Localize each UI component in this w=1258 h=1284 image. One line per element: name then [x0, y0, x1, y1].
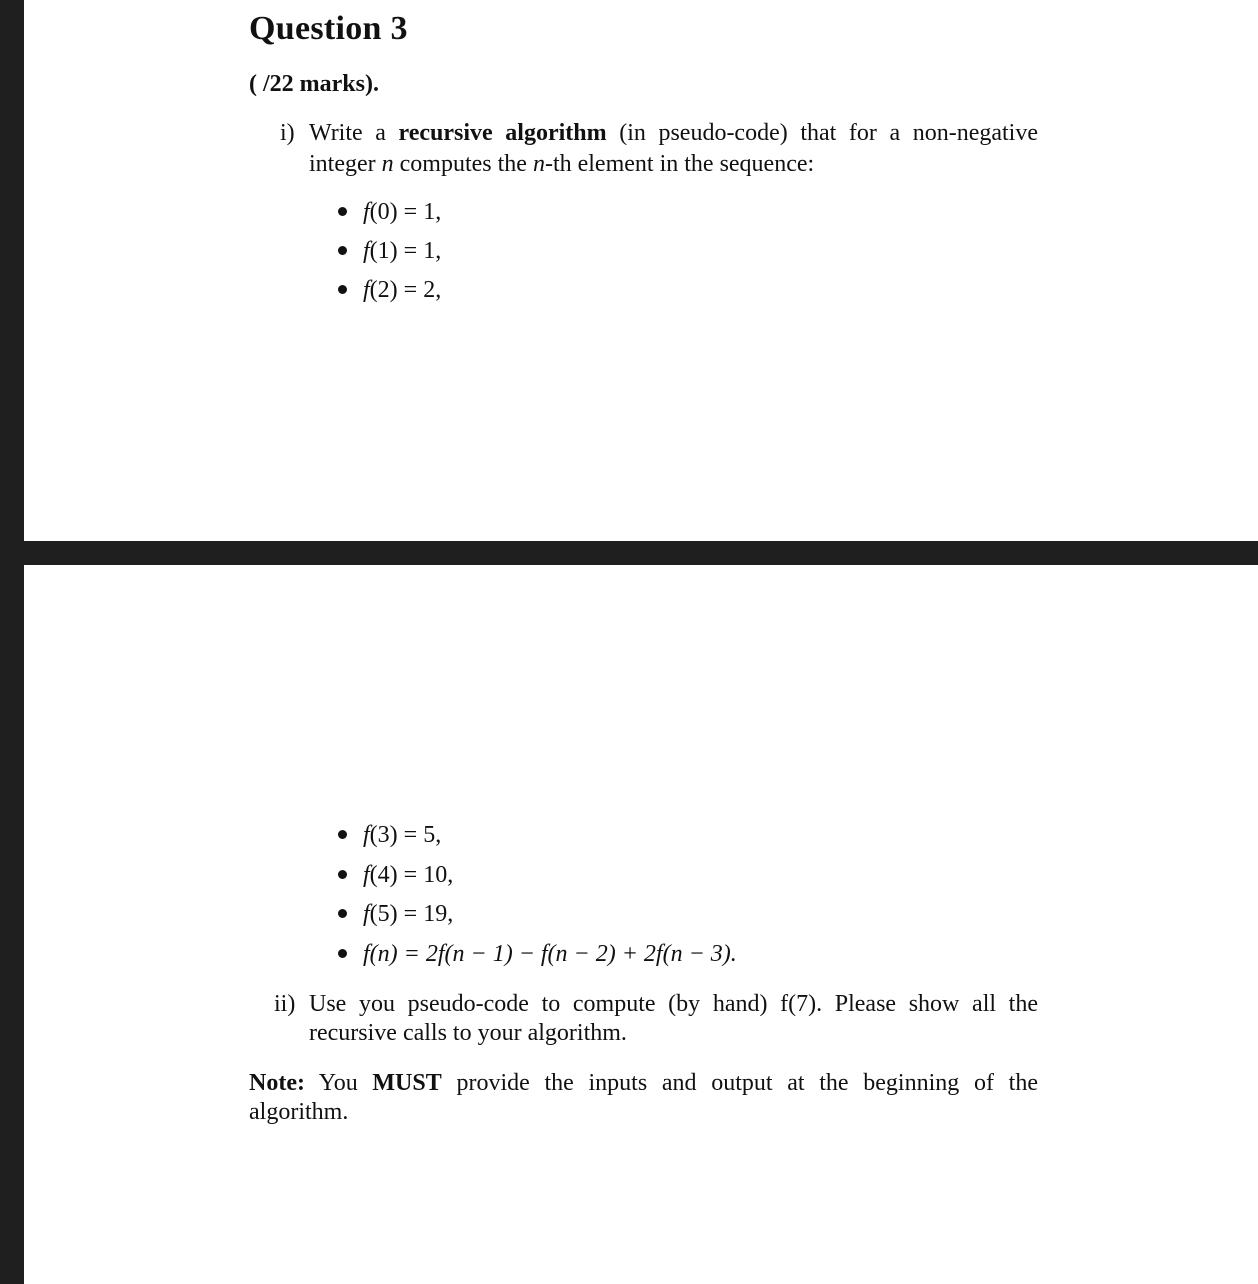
bullet-icon [338, 870, 347, 879]
sequence-item: f(5) = 19, [338, 901, 453, 928]
part-ii-line2: recursive calls to your algorithm. [309, 1020, 627, 1046]
sequence-item: f(4) = 10, [338, 862, 453, 889]
page-top [24, 0, 1258, 541]
sequence-item: f(1) = 1, [338, 238, 441, 265]
recurrence-item: f(n) = 2f(n − 1) − f(n − 2) + 2f(n − 3). [338, 941, 737, 968]
bullet-icon [338, 246, 347, 255]
sequence-item: f(2) = 2, [338, 277, 441, 304]
part-i-line2: integer n computes the n-th element in the sequence: [309, 151, 815, 177]
bullet-icon [338, 949, 347, 958]
part-ii-label: ii) [274, 991, 296, 1017]
part-i-label: i) [280, 120, 295, 146]
page-bottom [24, 565, 1258, 1284]
marks-label: ( /22 marks). [249, 71, 379, 97]
bullet-icon [338, 909, 347, 918]
sequence-item: f(3) = 5, [338, 822, 441, 849]
sequence-item: f(0) = 1, [338, 199, 441, 226]
bullet-icon [338, 207, 347, 216]
bullet-icon [338, 285, 347, 294]
part-i-line1: Write a recursive algorithm (in pseudo-code) that for a non-negative [309, 120, 1038, 146]
page-title: Question 3 [249, 10, 408, 47]
bullet-icon [338, 830, 347, 839]
note-line2: algorithm. [249, 1099, 349, 1125]
note-line1: Note: You MUST provide the inputs and output at the beginning of the [249, 1070, 1038, 1096]
part-ii-line1: Use you pseudo-code to compute (by hand) f(7). Please show all the [309, 991, 1038, 1017]
